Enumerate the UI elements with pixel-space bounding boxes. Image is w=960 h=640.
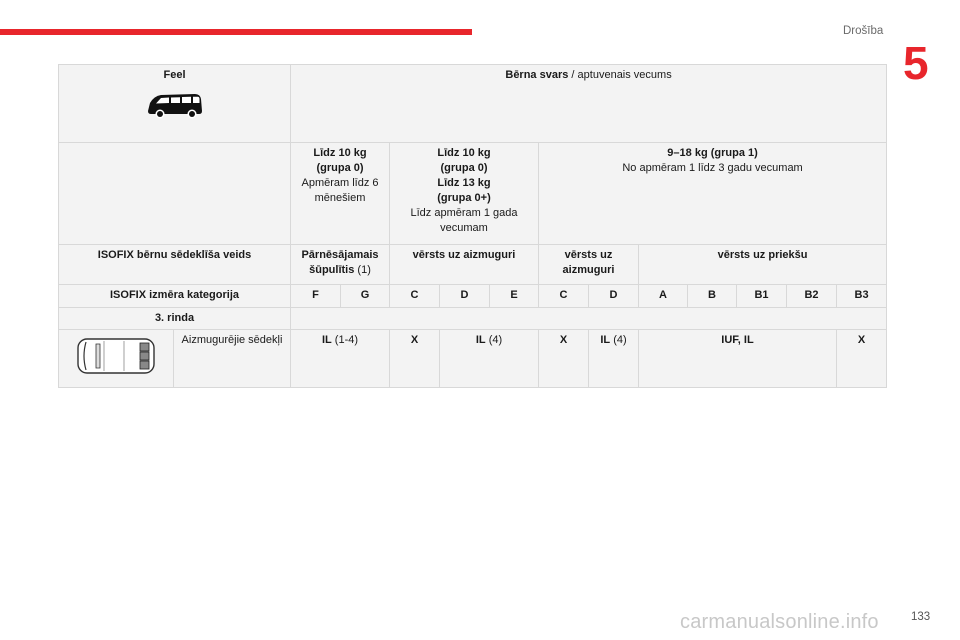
table-row bbox=[59, 285, 887, 308]
forward-abb1-value: IUF, IL bbox=[639, 330, 837, 388]
group-1-title: 9–18 kg (grupa 1) bbox=[667, 147, 758, 159]
size-class: G bbox=[341, 285, 390, 308]
seat-diagram-cell bbox=[59, 330, 174, 388]
group-0-weight: Līdz 10 kg bbox=[313, 147, 367, 159]
rear-facing-label: vērsts uz aizmuguri bbox=[390, 245, 539, 285]
table-row bbox=[59, 245, 887, 285]
size-class: B1 bbox=[737, 285, 787, 308]
row-label: 3. rinda bbox=[59, 308, 291, 330]
value-bold: IL bbox=[600, 334, 611, 346]
forward-b2b3-value: X bbox=[837, 330, 887, 388]
table-row bbox=[59, 308, 887, 330]
size-class: A bbox=[639, 285, 688, 308]
size-class: B bbox=[688, 285, 737, 308]
table-row bbox=[59, 65, 887, 143]
rear-g1-c-value: X bbox=[539, 330, 589, 388]
seat-type-label: ISOFIX bērnu sēdeklīša veids bbox=[59, 245, 291, 285]
group-0-cell bbox=[291, 143, 390, 245]
rear-facing-label-2: vērsts uz aizmuguri bbox=[539, 245, 639, 285]
van-side-icon bbox=[145, 91, 205, 121]
value-ref: (4) bbox=[485, 334, 503, 346]
group-1-age: No apmēram 1 līdz 3 gadu vecumam bbox=[622, 162, 803, 174]
carrycot-label: Pārnēsājamais šūpulītis bbox=[301, 249, 379, 276]
group-1-cell bbox=[539, 143, 887, 245]
watermark: carmanualsonline.info bbox=[680, 611, 879, 633]
size-class: D bbox=[589, 285, 639, 308]
value-ref: (1-4) bbox=[331, 334, 359, 346]
carrycot-ref: (1) bbox=[354, 264, 371, 276]
size-class: E bbox=[490, 285, 539, 308]
seat-label: Aizmugurējie sēdekļi bbox=[174, 330, 291, 388]
value-ref: (4) bbox=[610, 334, 627, 346]
car-top-view-icon bbox=[74, 335, 158, 377]
model-name: Feel bbox=[163, 69, 186, 81]
weight-age-header bbox=[291, 65, 887, 143]
empty-cell bbox=[291, 308, 887, 330]
table-row bbox=[59, 143, 887, 245]
model-cell bbox=[59, 65, 291, 143]
age-label: / aptuvenais vecums bbox=[568, 69, 672, 81]
section-title: Drošība bbox=[843, 25, 884, 37]
size-class: C bbox=[390, 285, 440, 308]
value-bold: IL bbox=[321, 334, 332, 346]
group-0plus-cell bbox=[390, 143, 539, 245]
group-0plus-weight1: Līdz 10 kg bbox=[437, 147, 491, 159]
size-class: B3 bbox=[837, 285, 887, 308]
size-class-label: ISOFIX izmēra kategorija bbox=[59, 285, 291, 308]
group-0plus-weight2: Līdz 13 kg bbox=[437, 177, 491, 189]
rear-g1-d-value bbox=[589, 330, 639, 388]
page-number: 133 bbox=[911, 611, 931, 623]
group-0plus-label1: (grupa 0) bbox=[440, 162, 488, 174]
isofix-table bbox=[58, 64, 887, 388]
size-class: B2 bbox=[787, 285, 837, 308]
group-0-label: (grupa 0) bbox=[316, 162, 364, 174]
rear-g0plus-value bbox=[440, 330, 539, 388]
size-class: D bbox=[440, 285, 490, 308]
top-accent-bar bbox=[0, 29, 472, 35]
value-bold: IL bbox=[475, 334, 486, 346]
table-row bbox=[59, 330, 887, 388]
group-0-age: Apmēram līdz 6 mēnešiem bbox=[301, 177, 379, 204]
rear-g0-value: X bbox=[390, 330, 440, 388]
group-0plus-age: Līdz apmēram 1 gada vecumam bbox=[410, 207, 518, 234]
size-class: F bbox=[291, 285, 341, 308]
chapter-number: 5 bbox=[903, 37, 929, 89]
size-class: C bbox=[539, 285, 589, 308]
forward-facing-label: vērsts uz priekšu bbox=[639, 245, 887, 285]
empty-cell bbox=[59, 143, 291, 245]
weight-label: Bērna svars bbox=[505, 69, 569, 81]
group-0plus-label2: (grupa 0+) bbox=[437, 192, 491, 204]
carrycot-value bbox=[291, 330, 390, 388]
carrycot-cell bbox=[291, 245, 390, 285]
